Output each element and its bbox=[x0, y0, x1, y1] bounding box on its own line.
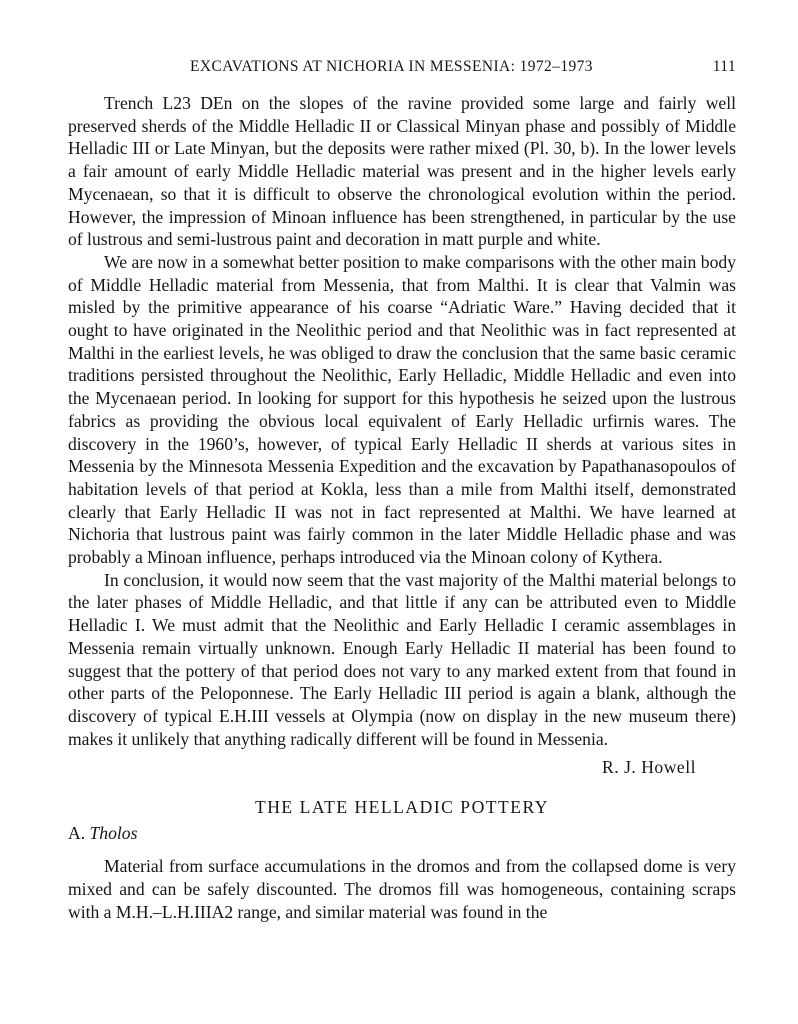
article-body bbox=[68, 92, 736, 750]
author-signature: R. J. Howell bbox=[602, 757, 696, 778]
subsection-title: Tholos bbox=[89, 823, 138, 844]
paragraph: We are now in a somewhat better position to make comparisons with the other main body of Middle Helladic material from Messenia, that from Malthi. It is clear that Valmin was misled by the primitive appearance of his coarse “Adriatic Ware.” Having decided that it ought to have originated in the Neolithic period and that Neolithic was in fact represented at Malthi in the earliest levels, he was obliged to draw the conclusion that the same basic ceramic traditions persisted throughout the Neolithic, Early Helladic, Middle Helladic and even into the Mycenaean period. In looking for support for this hypothesis he seized upon the lustrous fabrics as providing the obvious local equivalent of Early Helladic urfirnis wares. The discovery in the 1960’s, however, of typical Early Helladic II sherds at various sites in Messenia by the Minnesota Messenia Expedition and the excavation by Papathanasopoulos of habitation levels of that period at Kokla, less than a mile from Malthi itself, demonstrated clearly that Early Helladic II was not in fact represented at Malthi. We have learned at Nichoria that lustrous paint was fairly common in the later Middle Helladic phase and was probably a Minoan influence, perhaps introduced via the Minoan colony of Kythera. bbox=[68, 251, 736, 568]
section-heading: THE LATE HELLADIC POTTERY bbox=[254, 797, 550, 818]
running-head bbox=[68, 58, 736, 82]
paragraph: Material from surface accumulations in the dromos and from the collapsed dome is very mixed and can be safely discounted. The dromos fill was homogeneous, containing scraps with a M.H.–L.H.IIIA2 range, and similar material was found in the bbox=[68, 856, 736, 922]
paragraph: Trench L23 DEn on the slopes of the ravine provided some large and fairly well preserved sherds of the Middle Helladic II or Classical Minyan phase and possibly of Middle Helladic III or Late Minyan, but the deposits were rather mixed (Pl. 30, b). In the lower levels a fair amount of early Middle Helladic material was present and in the higher levels early Mycenaean, so that it is difficult to observe the chronological evolution within the period. However, the impression of Minoan influence has been strengthened, in particular by the use of lustrous and semi-lustrous paint and decoration in matt purple and white. bbox=[68, 93, 736, 250]
subsection-label: A. bbox=[68, 823, 86, 844]
subsection-heading bbox=[68, 821, 736, 845]
section-body bbox=[68, 855, 736, 923]
page bbox=[68, 58, 736, 923]
page-number: 111 bbox=[712, 58, 736, 75]
running-title: EXCAVATIONS AT NICHORIA IN MESSENIA: 1972–1973 bbox=[190, 58, 593, 75]
paragraph: In conclusion, it would now seem that the vast majority of the Malthi material belongs to the later phases of Middle Helladic, and that little if any can be attributed even to Middle Helladic I. We must admit that the Neolithic and Early Helladic I ceramic assemblages in Messenia remain virtually unknown. Enough Early Helladic II material has been found to suggest that the pottery of that period does not vary to any marked extent from that found in other parts of the Peloponnese. The Early Helladic III period is again a blank, although the discovery of typical E.H.III vessels at Olympia (now on display in the new museum there) makes it unlikely that anything radically different will be found in Messenia. bbox=[68, 569, 736, 749]
